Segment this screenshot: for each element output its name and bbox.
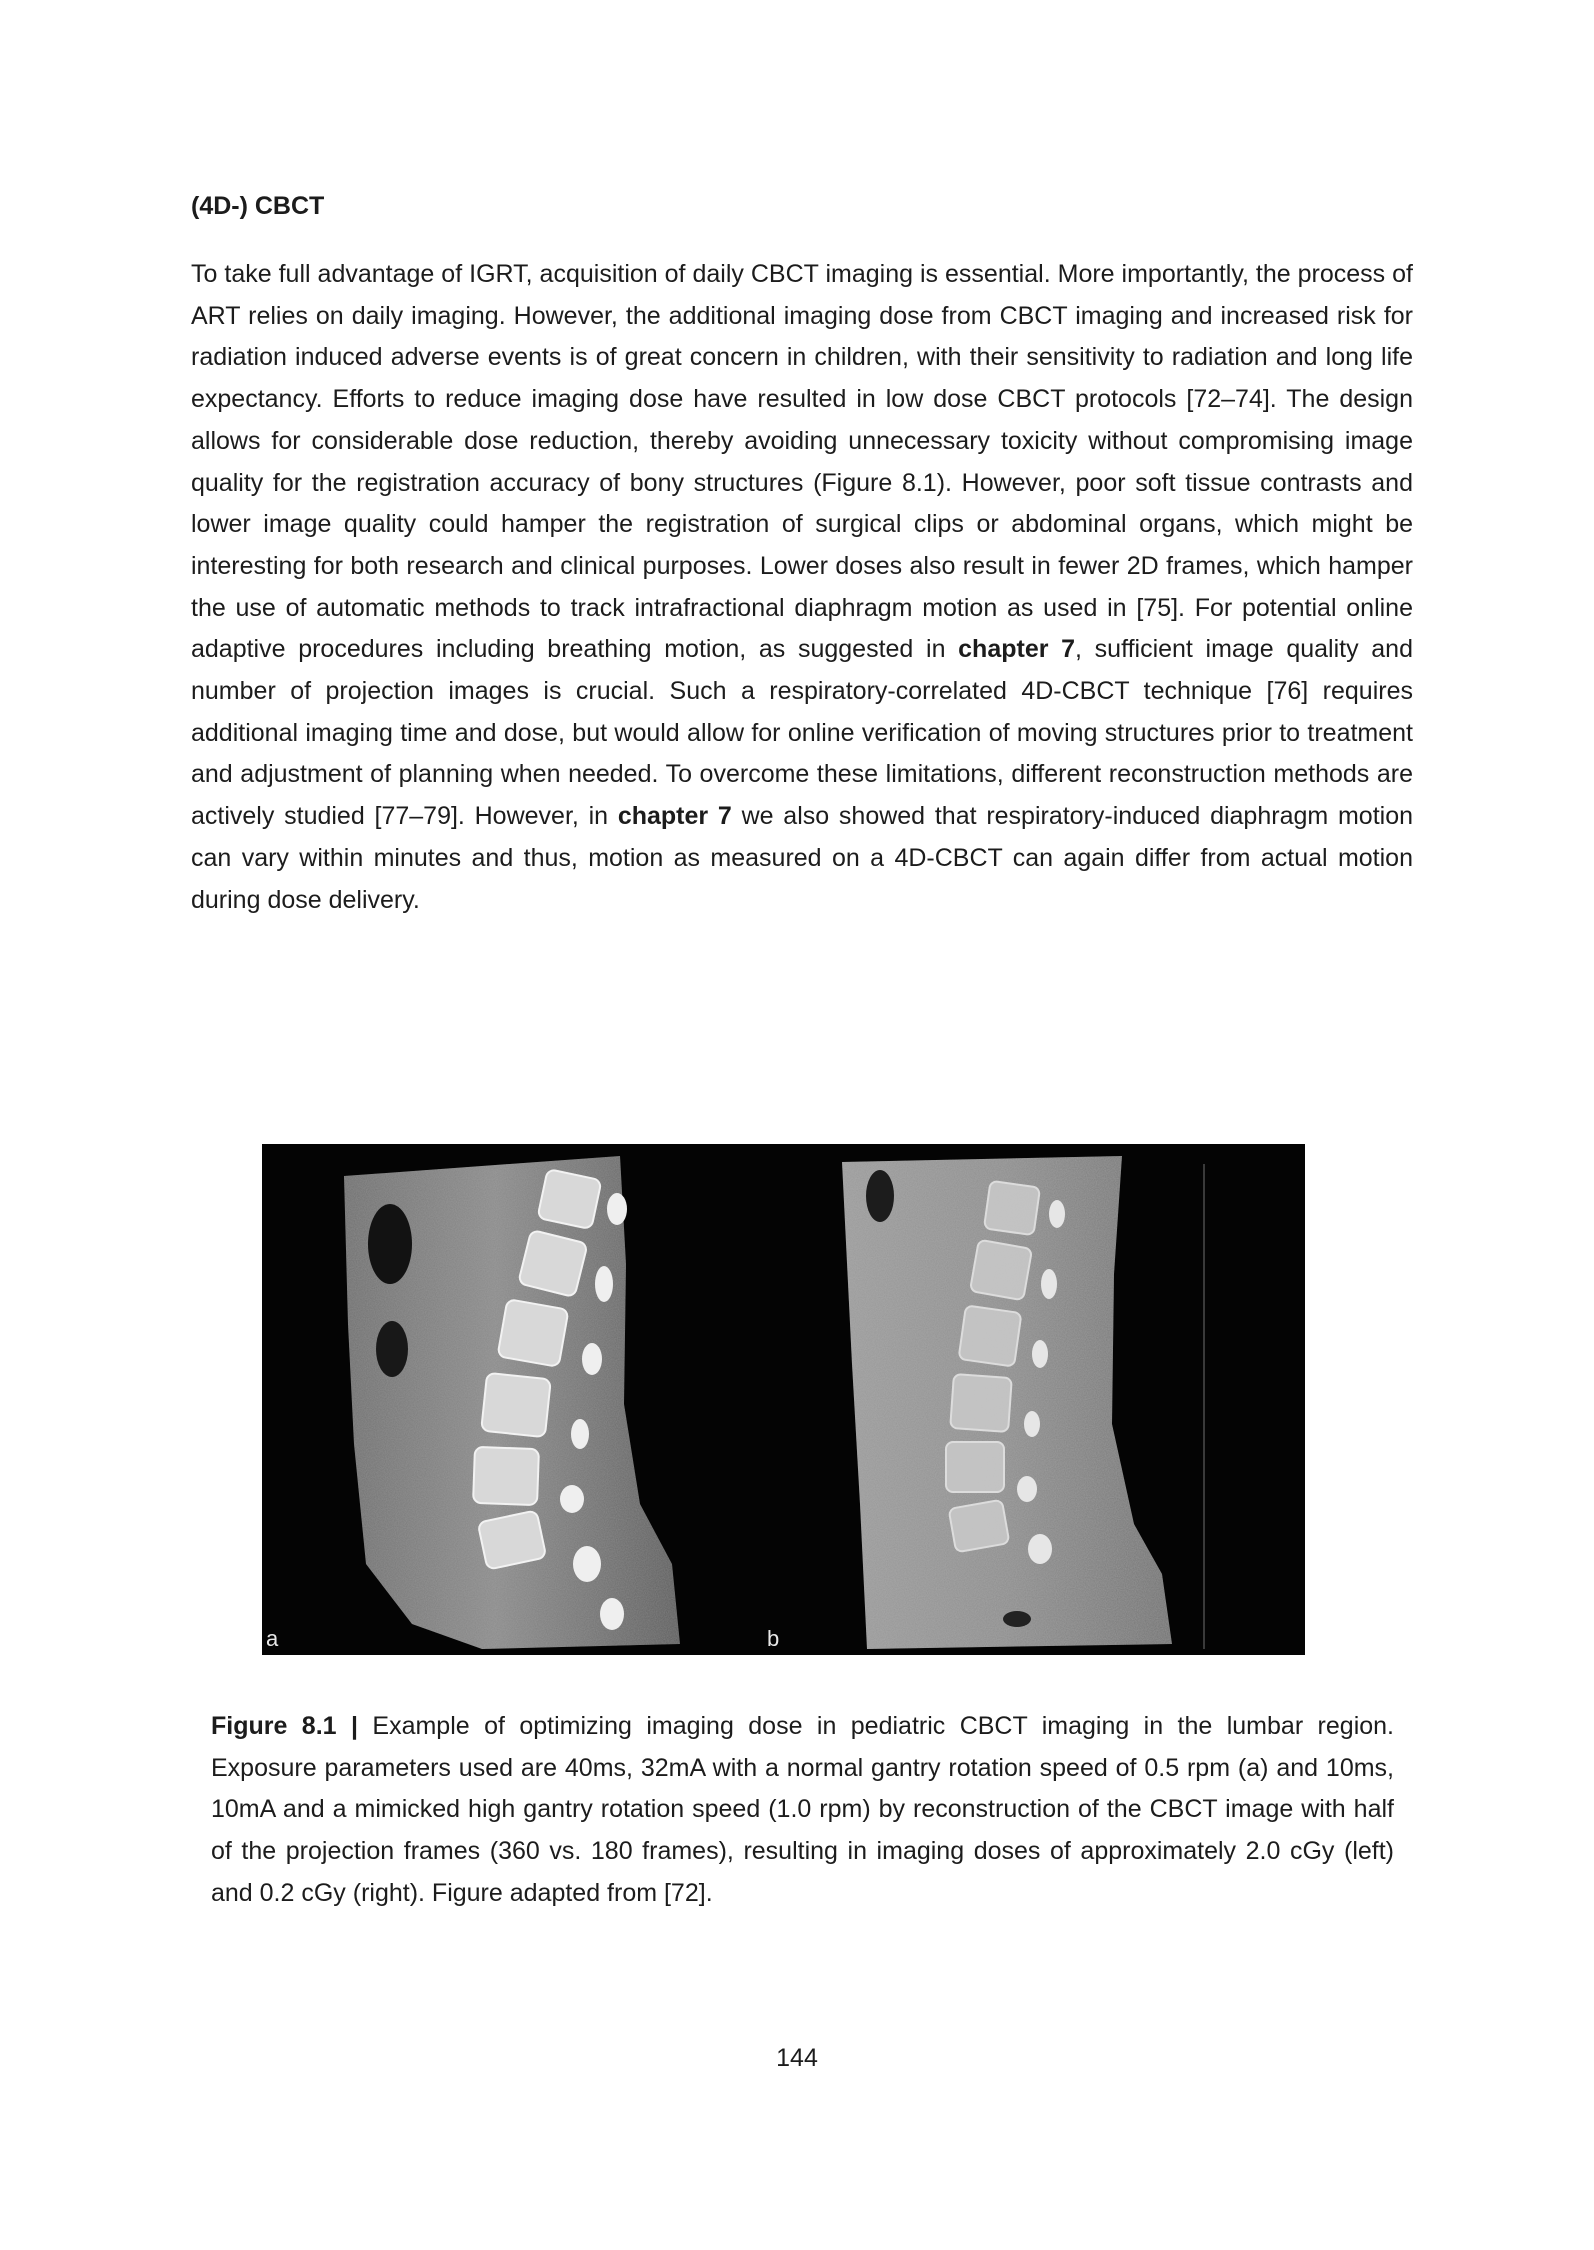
paragraph-text-2: , sufficient image quality and number of projection images is crucial. Such a respiratory-correlated 4D-CBCT technique [76] requires additional imaging time and dose, but would allow for online verification of moving structures prior to treatment and adjustment of planning when needed. To overcome these limitations, different reconstruction methods are actively studied [77–79]. However, in [191,635,1413,831]
paragraph-text-3: we also showed that respiratory-induced diaphragm motion can vary within minutes and thus, motion as measured on a 4D-CBCT can again differ from actual motion during dose delivery. [191,802,1413,914]
figure-caption-label: Figure 8.1 | [211,1712,358,1740]
panel-a-label: a [266,1626,279,1651]
figure-caption [211,1706,1394,1915]
figure-cbct-images [262,1144,1305,1655]
paragraph-text-1: To take full advantage of IGRT, acquisition of daily CBCT imaging is essential. More importantly, the process of ART relies on daily imaging. However, the additional imaging dose from CBCT imaging and increased risk for radiation induced adverse events is of great concern in children, with their sensitivity to radiation and long life expectancy. Efforts to reduce imaging dose have resulted in low dose CBCT protocols [72–74]. The design allows for considerable dose reduction, thereby avoiding unnecessary toxicity without compromising image quality for the registration accuracy of bony structures (Figure 8.1). However, poor soft tissue contrasts and lower image quality could hamper the registration of surgical clips or abdominal organs, which might be interesting for both research and clinical purposes. Lower doses also result in fewer 2D frames, which hamper the use of automatic methods to track intrafractional diaphragm motion as used in [75]. For potential online adaptive procedures including breathing motion, as suggested in [191,260,1413,664]
panel-a-scan [344,1156,680,1649]
panel-b-label: b [767,1626,780,1651]
figure-caption-text: Example of optimizing imaging dose in pediatric CBCT imaging in the lumbar region. Exposure parameters used are 40ms, 32mA with a normal gantry rotation speed of 0.5 rpm (a) and 10ms, 10mA and a mimicked high gantry rotation speed (1.0 rpm) by reconstruction of the CBCT image with half of the projection frames (360 vs. 180 frames), resulting in imaging doses of approximately 2.0 cGy (left) and 0.2 cGy (right). Figure adapted from [72]. [211,1712,1394,1907]
cbct-scan-illustration [262,1144,1305,1655]
body-paragraph [191,254,1413,921]
chapter-reference-1: chapter 7 [958,635,1076,664]
section-heading: (4D-) CBCT [191,192,325,220]
panel-b-scan [842,1156,1204,1649]
page-number: 144 [776,2044,818,2072]
chapter-reference-2: chapter 7 [617,802,732,831]
